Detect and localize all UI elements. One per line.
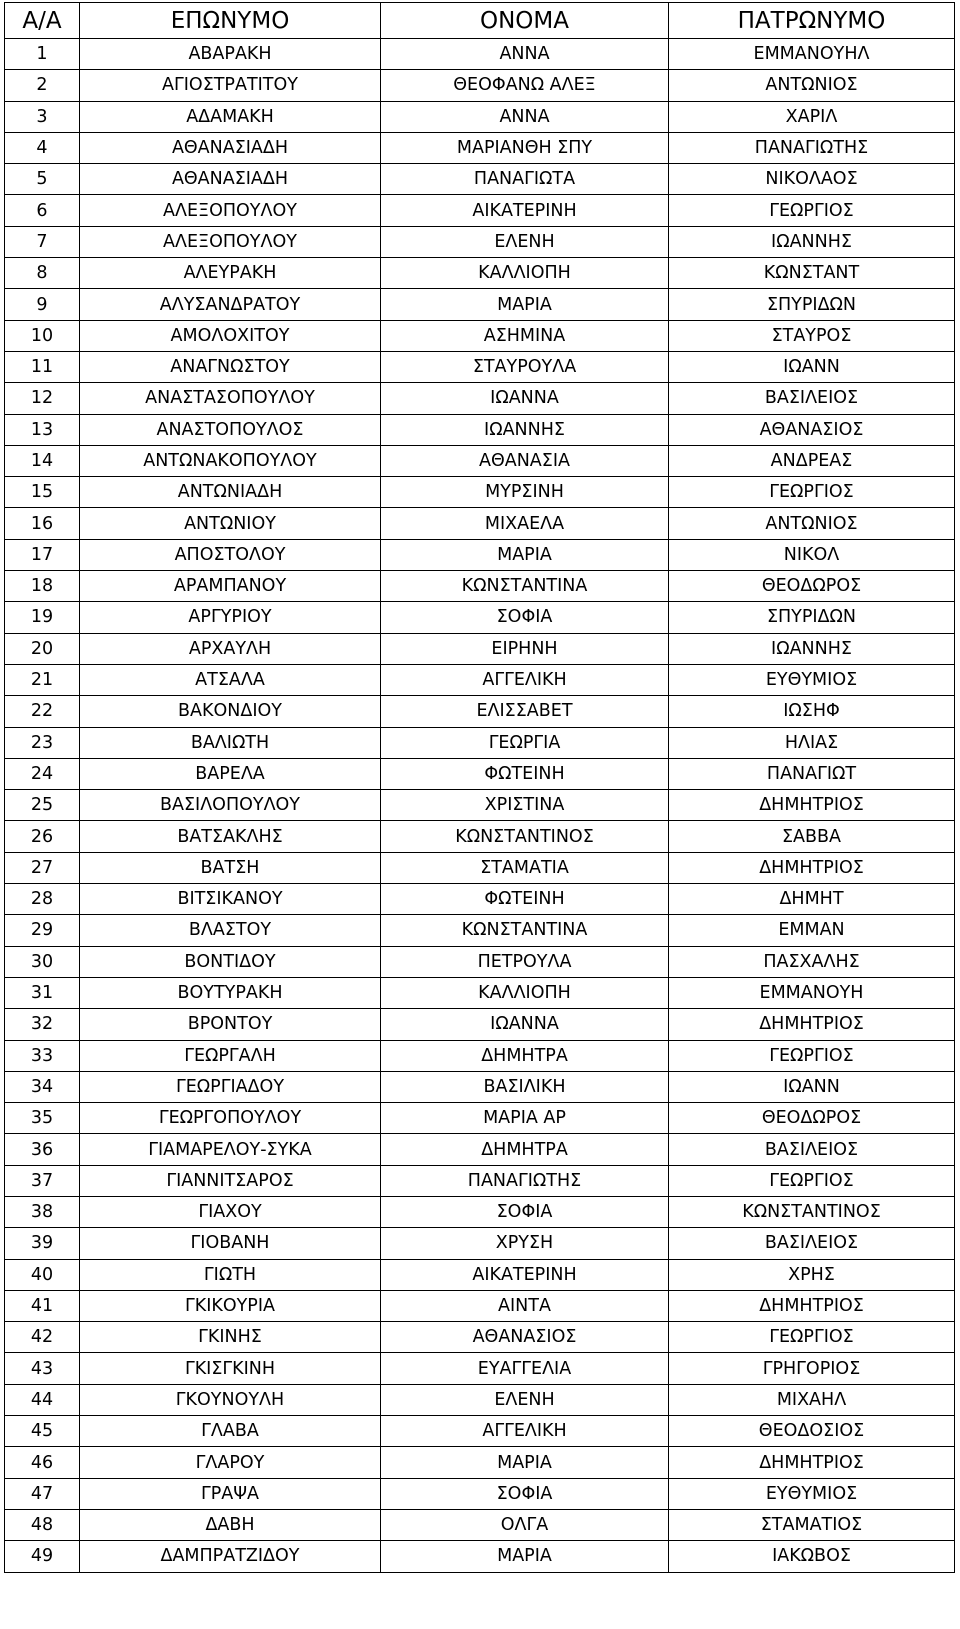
cell-serial-number: 16	[5, 508, 80, 539]
cell-fathers-name: ΚΩΝΣΤΑΝΤΙΝΟΣ	[669, 1196, 955, 1227]
cell-first-name: ΣΟΦΙΑ	[381, 1478, 669, 1509]
cell-surname: ΑΝΤΩΝΑΚΟΠΟΥΛΟΥ	[80, 445, 381, 476]
cell-serial-number: 49	[5, 1541, 80, 1572]
table-row	[5, 445, 955, 476]
cell-first-name: ΔΗΜΗΤΡΑ	[381, 1134, 669, 1165]
cell-serial-number: 43	[5, 1353, 80, 1384]
table-row	[5, 602, 955, 633]
cell-fathers-name: ΙΩΑΝΝΗΣ	[669, 633, 955, 664]
cell-surname: ΒΡΟΝΤΟΥ	[80, 1009, 381, 1040]
table-row	[5, 1290, 955, 1321]
cell-surname: ΑΡΧΑΥΛΗ	[80, 633, 381, 664]
cell-fathers-name: ΔΗΜΗΤΡΙΟΣ	[669, 790, 955, 821]
table-row	[5, 1071, 955, 1102]
cell-serial-number: 46	[5, 1447, 80, 1478]
cell-surname: ΓΡΑΨΑ	[80, 1478, 381, 1509]
cell-first-name: ΚΑΛΛΙΟΠΗ	[381, 977, 669, 1008]
cell-fathers-name: ΔΗΜΗΤΡΙΟΣ	[669, 1009, 955, 1040]
table-row	[5, 1353, 955, 1384]
cell-first-name: ΑΙΚΑΤΕΡΙΝΗ	[381, 195, 669, 226]
cell-surname: ΓΚΟΥΝΟΥΛΗ	[80, 1384, 381, 1415]
cell-fathers-name: ΑΝΤΩΝΙΟΣ	[669, 70, 955, 101]
cell-first-name: ΑΓΓΕΛΙΚΗ	[381, 1416, 669, 1447]
cell-serial-number: 22	[5, 696, 80, 727]
cell-fathers-name: ΝΙΚΟΛΑΟΣ	[669, 164, 955, 195]
cell-first-name: ΑΘΑΝΑΣΙΟΣ	[381, 1322, 669, 1353]
cell-serial-number: 14	[5, 445, 80, 476]
cell-first-name: ΚΑΛΛΙΟΠΗ	[381, 258, 669, 289]
cell-surname: ΔΑΒΗ	[80, 1509, 381, 1540]
table-row	[5, 1259, 955, 1290]
cell-surname: ΓΙΩΤΗ	[80, 1259, 381, 1290]
cell-surname: ΒΑΛΙΩΤΗ	[80, 727, 381, 758]
cell-surname: ΑΝΑΣΤΟΠΟΥΛΟΣ	[80, 414, 381, 445]
cell-surname: ΓΕΩΡΓΙΑΔΟΥ	[80, 1071, 381, 1102]
cell-first-name: ΑΙΝΤΑ	[381, 1290, 669, 1321]
cell-serial-number: 40	[5, 1259, 80, 1290]
cell-surname: ΑΝΑΓΝΩΣΤΟΥ	[80, 351, 381, 382]
cell-serial-number: 35	[5, 1103, 80, 1134]
cell-surname: ΑΝΤΩΝΙΑΔΗ	[80, 477, 381, 508]
cell-surname: ΑΘΑΝΑΣΙΑΔΗ	[80, 132, 381, 163]
cell-surname: ΑΛΕΥΡΑΚΗ	[80, 258, 381, 289]
cell-surname: ΒΛΑΣΤΟΥ	[80, 915, 381, 946]
cell-surname: ΓΙΑΧΟΥ	[80, 1196, 381, 1227]
cell-fathers-name: ΕΜΜΑΝΟΥΗΛ	[669, 39, 955, 70]
cell-serial-number: 1	[5, 39, 80, 70]
table-row	[5, 852, 955, 883]
cell-serial-number: 27	[5, 852, 80, 883]
cell-fathers-name: ΑΘΑΝΑΣΙΟΣ	[669, 414, 955, 445]
table-row	[5, 320, 955, 351]
table-row	[5, 1509, 955, 1540]
cell-serial-number: 42	[5, 1322, 80, 1353]
cell-fathers-name: ΧΑΡΙΛ	[669, 101, 955, 132]
table-row	[5, 884, 955, 915]
table-row	[5, 132, 955, 163]
cell-first-name: ΣΟΦΙΑ	[381, 1196, 669, 1227]
table-row	[5, 1228, 955, 1259]
cell-serial-number: 39	[5, 1228, 80, 1259]
cell-serial-number: 13	[5, 414, 80, 445]
cell-fathers-name: ΒΑΣΙΛΕΙΟΣ	[669, 1228, 955, 1259]
table-row	[5, 1103, 955, 1134]
table-row	[5, 1416, 955, 1447]
cell-first-name: ΑΝΝΑ	[381, 101, 669, 132]
names-table	[4, 2, 955, 1573]
cell-serial-number: 20	[5, 633, 80, 664]
cell-fathers-name: ΜΙΧΑΗΛ	[669, 1384, 955, 1415]
cell-fathers-name: ΝΙΚΟΛ	[669, 539, 955, 570]
header-surname: ΕΠΩΝΥΜΟ	[80, 3, 381, 39]
table-row	[5, 1196, 955, 1227]
cell-serial-number: 4	[5, 132, 80, 163]
cell-surname: ΓΚΙΝΗΣ	[80, 1322, 381, 1353]
table-row	[5, 1009, 955, 1040]
cell-fathers-name: ΒΑΣΙΛΕΙΟΣ	[669, 383, 955, 414]
cell-first-name: ΜΑΡΙΑ	[381, 289, 669, 320]
table-row	[5, 101, 955, 132]
cell-first-name: ΦΩΤΕΙΝΗ	[381, 758, 669, 789]
table-row	[5, 383, 955, 414]
cell-fathers-name: ΓΕΩΡΓΙΟΣ	[669, 1040, 955, 1071]
cell-fathers-name: ΔΗΜΗΤΡΙΟΣ	[669, 1290, 955, 1321]
table-row	[5, 727, 955, 758]
cell-serial-number: 28	[5, 884, 80, 915]
cell-fathers-name: ΙΩΑΝΝΗΣ	[669, 226, 955, 257]
cell-fathers-name: ΑΝΔΡΕΑΣ	[669, 445, 955, 476]
table-row	[5, 633, 955, 664]
header-row	[5, 3, 955, 39]
table-row	[5, 1384, 955, 1415]
cell-first-name: ΑΝΝΑ	[381, 39, 669, 70]
cell-surname: ΓΙΑΜΑΡΕΛΟΥ-ΣΥΚΑ	[80, 1134, 381, 1165]
table-row	[5, 696, 955, 727]
cell-serial-number: 2	[5, 70, 80, 101]
cell-fathers-name: ΘΕΟΔΩΡΟΣ	[669, 1103, 955, 1134]
cell-surname: ΓΛΑΒΑ	[80, 1416, 381, 1447]
cell-first-name: ΒΑΣΙΛΙΚΗ	[381, 1071, 669, 1102]
cell-surname: ΑΘΑΝΑΣΙΑΔΗ	[80, 164, 381, 195]
cell-first-name: ΣΤΑΜΑΤΙΑ	[381, 852, 669, 883]
table-row	[5, 790, 955, 821]
cell-first-name: ΑΣΗΜΙΝΑ	[381, 320, 669, 351]
cell-fathers-name: ΘΕΟΔΟΣΙΟΣ	[669, 1416, 955, 1447]
cell-surname: ΓΙΑΝΝΙΤΣΑΡΟΣ	[80, 1165, 381, 1196]
cell-first-name: ΚΩΝΣΤΑΝΤΙΝΑ	[381, 571, 669, 602]
header-fathers-name: ΠΑΤΡΩΝΥΜΟ	[669, 3, 955, 39]
cell-first-name: ΜΙΧΑΕΛΑ	[381, 508, 669, 539]
table-row	[5, 1541, 955, 1572]
table-row	[5, 539, 955, 570]
cell-serial-number: 3	[5, 101, 80, 132]
cell-fathers-name: ΕΥΘΥΜΙΟΣ	[669, 664, 955, 695]
cell-serial-number: 8	[5, 258, 80, 289]
table-row	[5, 664, 955, 695]
cell-serial-number: 34	[5, 1071, 80, 1102]
cell-fathers-name: ΠΑΣΧΑΛΗΣ	[669, 946, 955, 977]
cell-serial-number: 31	[5, 977, 80, 1008]
cell-first-name: ΕΛΕΝΗ	[381, 1384, 669, 1415]
cell-first-name: ΜΑΡΙΑ	[381, 539, 669, 570]
cell-surname: ΒΑΤΣΗ	[80, 852, 381, 883]
cell-serial-number: 19	[5, 602, 80, 633]
cell-fathers-name: ΣΤΑΥΡΟΣ	[669, 320, 955, 351]
cell-first-name: ΔΗΜΗΤΡΑ	[381, 1040, 669, 1071]
cell-serial-number: 30	[5, 946, 80, 977]
table-row	[5, 915, 955, 946]
table-row	[5, 1040, 955, 1071]
cell-surname: ΔΑΜΠΡΑΤΖΙΔΟΥ	[80, 1541, 381, 1572]
cell-surname: ΑΒΑΡΑΚΗ	[80, 39, 381, 70]
cell-surname: ΒΙΤΣΙΚΑΝΟΥ	[80, 884, 381, 915]
cell-first-name: ΕΥΑΓΓΕΛΙΑ	[381, 1353, 669, 1384]
cell-first-name: ΘΕΟΦΑΝΩ ΑΛΕΞ	[381, 70, 669, 101]
cell-serial-number: 26	[5, 821, 80, 852]
cell-fathers-name: ΓΕΩΡΓΙΟΣ	[669, 477, 955, 508]
cell-first-name: ΧΡΙΣΤΙΝΑ	[381, 790, 669, 821]
cell-surname: ΒΟΝΤΙΔΟΥ	[80, 946, 381, 977]
table-row	[5, 1447, 955, 1478]
cell-first-name: ΙΩΑΝΝΗΣ	[381, 414, 669, 445]
cell-first-name: ΑΙΚΑΤΕΡΙΝΗ	[381, 1259, 669, 1290]
cell-first-name: ΕΛΙΣΣΑΒΕΤ	[381, 696, 669, 727]
cell-fathers-name: ΕΜΜΑΝ	[669, 915, 955, 946]
cell-first-name: ΠΑΝΑΓΙΩΤΑ	[381, 164, 669, 195]
cell-first-name: ΜΥΡΣΙΝΗ	[381, 477, 669, 508]
cell-first-name: ΕΛΕΝΗ	[381, 226, 669, 257]
cell-fathers-name: ΣΠΥΡΙΔΩΝ	[669, 289, 955, 320]
cell-serial-number: 12	[5, 383, 80, 414]
cell-serial-number: 18	[5, 571, 80, 602]
cell-first-name: ΜΑΡΙΑ ΑΡ	[381, 1103, 669, 1134]
cell-first-name: ΧΡΥΣΗ	[381, 1228, 669, 1259]
cell-fathers-name: ΙΩΑΝΝ	[669, 351, 955, 382]
table-row	[5, 289, 955, 320]
cell-first-name: ΠΑΝΑΓΙΩΤΗΣ	[381, 1165, 669, 1196]
cell-serial-number: 7	[5, 226, 80, 257]
cell-fathers-name: ΒΑΣΙΛΕΙΟΣ	[669, 1134, 955, 1165]
cell-surname: ΑΜΟΛΟΧΙΤΟΥ	[80, 320, 381, 351]
cell-serial-number: 36	[5, 1134, 80, 1165]
table-row	[5, 1322, 955, 1353]
cell-first-name: ΓΕΩΡΓΙΑ	[381, 727, 669, 758]
table-row	[5, 226, 955, 257]
cell-fathers-name: ΔΗΜΗΤ	[669, 884, 955, 915]
cell-first-name: ΕΙΡΗΝΗ	[381, 633, 669, 664]
table-row	[5, 351, 955, 382]
cell-fathers-name: ΓΕΩΡΓΙΟΣ	[669, 1165, 955, 1196]
cell-serial-number: 24	[5, 758, 80, 789]
cell-first-name: ΣΤΑΥΡΟΥΛΑ	[381, 351, 669, 382]
header-serial-number: Α/Α	[5, 3, 80, 39]
cell-surname: ΓΕΩΡΓΑΛΗ	[80, 1040, 381, 1071]
table-row	[5, 70, 955, 101]
cell-serial-number: 23	[5, 727, 80, 758]
cell-serial-number: 32	[5, 1009, 80, 1040]
cell-fathers-name: ΣΤΑΜΑΤΙΟΣ	[669, 1509, 955, 1540]
cell-fathers-name: ΓΡΗΓΟΡΙΟΣ	[669, 1353, 955, 1384]
cell-serial-number: 44	[5, 1384, 80, 1415]
table-row	[5, 1134, 955, 1165]
cell-first-name: ΜΑΡΙΑ	[381, 1447, 669, 1478]
table-row	[5, 164, 955, 195]
cell-surname: ΑΛΥΣΑΝΔΡΑΤΟΥ	[80, 289, 381, 320]
cell-fathers-name: ΙΑΚΩΒΟΣ	[669, 1541, 955, 1572]
cell-surname: ΓΕΩΡΓΟΠΟΥΛΟΥ	[80, 1103, 381, 1134]
cell-serial-number: 21	[5, 664, 80, 695]
cell-first-name: ΑΘΑΝΑΣΙΑ	[381, 445, 669, 476]
cell-serial-number: 45	[5, 1416, 80, 1447]
cell-serial-number: 15	[5, 477, 80, 508]
cell-first-name: ΦΩΤΕΙΝΗ	[381, 884, 669, 915]
cell-surname: ΒΑΤΣΑΚΛΗΣ	[80, 821, 381, 852]
table-header	[5, 3, 955, 39]
table-row	[5, 758, 955, 789]
cell-serial-number: 29	[5, 915, 80, 946]
cell-surname: ΑΛΕΞΟΠΟΥΛΟΥ	[80, 226, 381, 257]
cell-fathers-name: ΕΜΜΑΝΟΥΗ	[669, 977, 955, 1008]
cell-first-name: ΑΓΓΕΛΙΚΗ	[381, 664, 669, 695]
cell-fathers-name: ΔΗΜΗΤΡΙΟΣ	[669, 1447, 955, 1478]
cell-first-name: ΙΩΑΝΝΑ	[381, 383, 669, 414]
cell-fathers-name: ΣΑΒΒΑ	[669, 821, 955, 852]
cell-surname: ΑΝΤΩΝΙΟΥ	[80, 508, 381, 539]
table-row	[5, 1165, 955, 1196]
cell-serial-number: 48	[5, 1509, 80, 1540]
cell-fathers-name: ΙΩΑΝΝ	[669, 1071, 955, 1102]
cell-fathers-name: ΔΗΜΗΤΡΙΟΣ	[669, 852, 955, 883]
cell-serial-number: 11	[5, 351, 80, 382]
cell-surname: ΓΛΑΡΟΥ	[80, 1447, 381, 1478]
table-body	[5, 39, 955, 1573]
cell-fathers-name: ΠΑΝΑΓΙΩΤΗΣ	[669, 132, 955, 163]
cell-serial-number: 5	[5, 164, 80, 195]
cell-serial-number: 17	[5, 539, 80, 570]
cell-fathers-name: ΠΑΝΑΓΙΩΤ	[669, 758, 955, 789]
cell-first-name: ΣΟΦΙΑ	[381, 602, 669, 633]
cell-fathers-name: ΘΕΟΔΩΡΟΣ	[669, 571, 955, 602]
cell-serial-number: 37	[5, 1165, 80, 1196]
cell-serial-number: 41	[5, 1290, 80, 1321]
cell-surname: ΑΓΙΟΣΤΡΑΤΙΤΟΥ	[80, 70, 381, 101]
table-row	[5, 258, 955, 289]
table-row	[5, 195, 955, 226]
cell-surname: ΑΛΕΞΟΠΟΥΛΟΥ	[80, 195, 381, 226]
cell-first-name: ΟΛΓΑ	[381, 1509, 669, 1540]
cell-surname: ΑΤΣΑΛΑ	[80, 664, 381, 695]
table-row	[5, 414, 955, 445]
cell-serial-number: 47	[5, 1478, 80, 1509]
cell-fathers-name: ΗΛΙΑΣ	[669, 727, 955, 758]
table-row	[5, 508, 955, 539]
cell-fathers-name: ΙΩΣΗΦ	[669, 696, 955, 727]
cell-serial-number: 9	[5, 289, 80, 320]
cell-surname: ΒΑΡΕΛΑ	[80, 758, 381, 789]
cell-surname: ΓΚΙΣΓΚΙΝΗ	[80, 1353, 381, 1384]
cell-surname: ΑΔΑΜΑΚΗ	[80, 101, 381, 132]
cell-surname: ΑΠΟΣΤΟΛΟΥ	[80, 539, 381, 570]
table-row	[5, 477, 955, 508]
cell-surname: ΑΡΓΥΡΙΟΥ	[80, 602, 381, 633]
table-row	[5, 821, 955, 852]
cell-fathers-name: ΧΡΗΣ	[669, 1259, 955, 1290]
cell-serial-number: 38	[5, 1196, 80, 1227]
cell-serial-number: 10	[5, 320, 80, 351]
cell-fathers-name: ΓΕΩΡΓΙΟΣ	[669, 195, 955, 226]
table-row	[5, 1478, 955, 1509]
header-first-name: ΟΝΟΜΑ	[381, 3, 669, 39]
cell-fathers-name: ΣΠΥΡΙΔΩΝ	[669, 602, 955, 633]
cell-surname: ΓΙΟΒΑΝΗ	[80, 1228, 381, 1259]
cell-fathers-name: ΑΝΤΩΝΙΟΣ	[669, 508, 955, 539]
cell-fathers-name: ΕΥΘΥΜΙΟΣ	[669, 1478, 955, 1509]
cell-first-name: ΜΑΡΙΑΝΘΗ ΣΠΥ	[381, 132, 669, 163]
cell-surname: ΒΟΥΤΥΡΑΚΗ	[80, 977, 381, 1008]
cell-first-name: ΚΩΝΣΤΑΝΤΙΝΟΣ	[381, 821, 669, 852]
cell-first-name: ΚΩΝΣΤΑΝΤΙΝΑ	[381, 915, 669, 946]
cell-first-name: ΜΑΡΙΑ	[381, 1541, 669, 1572]
cell-surname: ΓΚΙΚΟΥΡΙΑ	[80, 1290, 381, 1321]
table-row	[5, 571, 955, 602]
table-row	[5, 977, 955, 1008]
table-row	[5, 946, 955, 977]
cell-serial-number: 6	[5, 195, 80, 226]
cell-surname: ΑΝΑΣΤΑΣΟΠΟΥΛΟΥ	[80, 383, 381, 414]
cell-fathers-name: ΚΩΝΣΤΑΝΤ	[669, 258, 955, 289]
cell-fathers-name: ΓΕΩΡΓΙΟΣ	[669, 1322, 955, 1353]
cell-first-name: ΠΕΤΡΟΥΛΑ	[381, 946, 669, 977]
cell-surname: ΒΑΚΟΝΔΙΟΥ	[80, 696, 381, 727]
cell-first-name: ΙΩΑΝΝΑ	[381, 1009, 669, 1040]
table-row	[5, 39, 955, 70]
cell-surname: ΑΡΑΜΠΑΝΟΥ	[80, 571, 381, 602]
cell-serial-number: 33	[5, 1040, 80, 1071]
cell-surname: ΒΑΣΙΛΟΠΟΥΛΟΥ	[80, 790, 381, 821]
cell-serial-number: 25	[5, 790, 80, 821]
